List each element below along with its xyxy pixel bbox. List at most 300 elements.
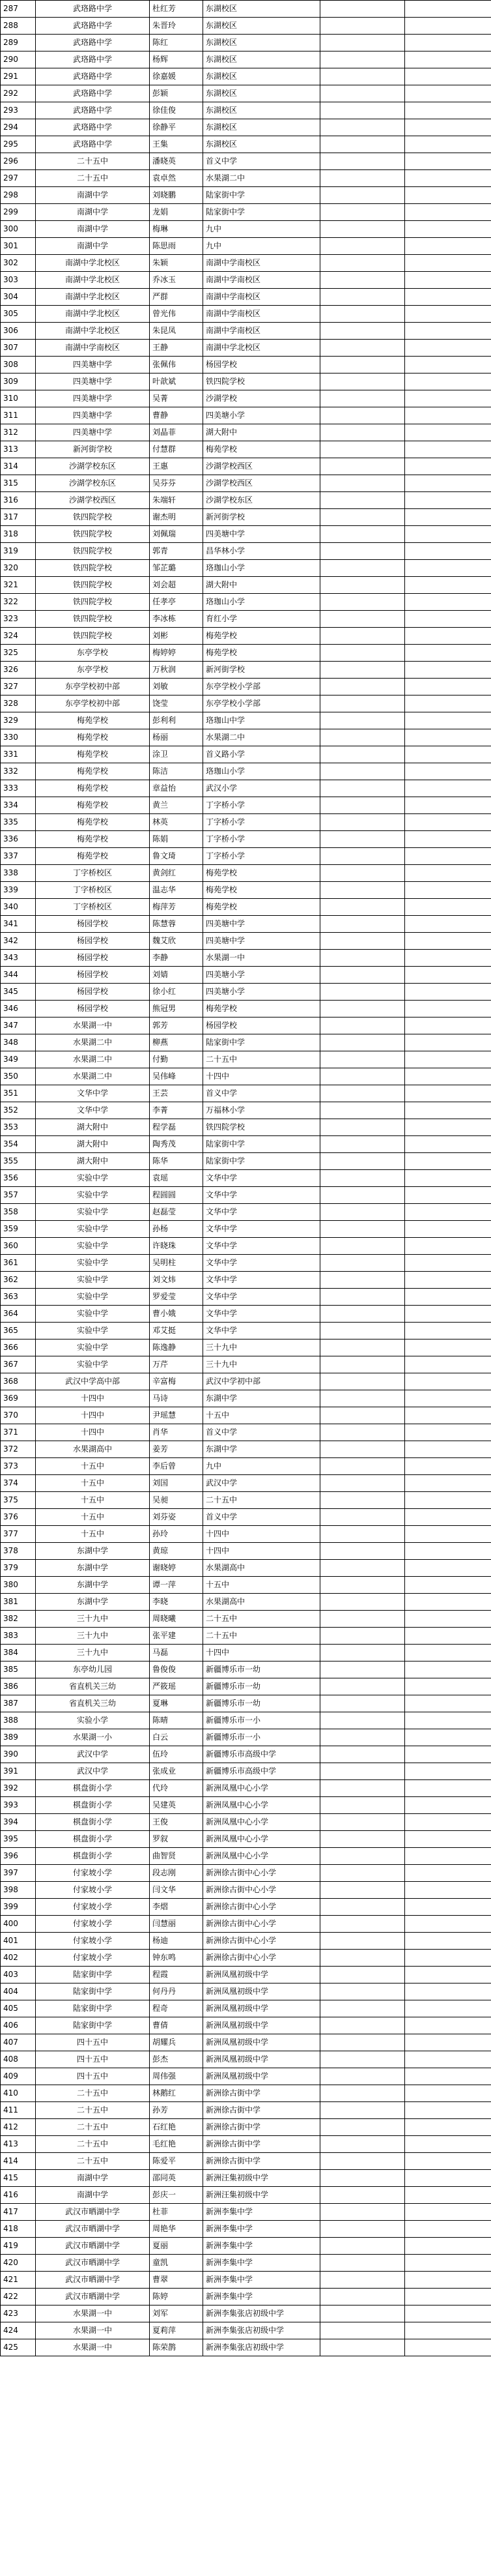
- row-number-cell: 287: [1, 1, 36, 18]
- original-school-cell: 实验中学: [36, 1170, 150, 1187]
- row-number-cell: 382: [1, 1611, 36, 1628]
- row-number-cell: 334: [1, 797, 36, 814]
- original-school-cell: 东亭学校初中部: [36, 695, 150, 712]
- empty-cell: [320, 746, 405, 763]
- destination-school-cell: 首义中学: [203, 1424, 320, 1441]
- original-school-cell: 武珞路中学: [36, 85, 150, 102]
- table-row: [1, 509, 491, 526]
- teacher-name-cell: 严筱瑶: [150, 1678, 203, 1695]
- empty-cell: [405, 2204, 491, 2221]
- empty-cell: [320, 136, 405, 153]
- teacher-name-cell: 龙娟: [150, 204, 203, 221]
- table-row: [1, 153, 491, 170]
- row-number-cell: 288: [1, 18, 36, 35]
- teacher-name-cell: 代玲: [150, 1780, 203, 1797]
- empty-cell: [320, 492, 405, 509]
- empty-cell: [405, 1441, 491, 1458]
- empty-cell: [320, 645, 405, 662]
- row-number-cell: 401: [1, 1933, 36, 1950]
- table-body: [1, 1, 491, 2356]
- empty-cell: [405, 1306, 491, 1323]
- table-row: [1, 967, 491, 984]
- empty-cell: [405, 560, 491, 577]
- destination-school-cell: 新洲徐古街中学: [203, 2136, 320, 2153]
- original-school-cell: 沙湖学校西区: [36, 492, 150, 509]
- destination-school-cell: 梅苑学校: [203, 899, 320, 916]
- teacher-name-cell: 李静: [150, 950, 203, 967]
- empty-cell: [320, 2305, 405, 2322]
- row-number-cell: 290: [1, 51, 36, 68]
- teacher-name-cell: 杜菲: [150, 2204, 203, 2221]
- empty-cell: [320, 1441, 405, 1458]
- empty-cell: [320, 2339, 405, 2356]
- empty-cell: [320, 424, 405, 441]
- destination-school-cell: 东湖校区: [203, 102, 320, 119]
- empty-cell: [405, 1645, 491, 1661]
- empty-cell: [405, 68, 491, 85]
- row-number-cell: 420: [1, 2255, 36, 2272]
- teacher-name-cell: 郭芳: [150, 1017, 203, 1034]
- empty-cell: [405, 1967, 491, 1983]
- empty-cell: [405, 1882, 491, 1899]
- teacher-name-cell: 罗叙: [150, 1831, 203, 1848]
- teacher-name-cell: 谢晓婷: [150, 1560, 203, 1577]
- empty-cell: [320, 1373, 405, 1390]
- row-number-cell: 370: [1, 1407, 36, 1424]
- empty-cell: [320, 2289, 405, 2305]
- destination-school-cell: 新洲李集中学: [203, 2204, 320, 2221]
- row-number-cell: 422: [1, 2289, 36, 2305]
- destination-school-cell: 育红小学: [203, 611, 320, 628]
- table-row: [1, 2034, 491, 2051]
- table-row: [1, 102, 491, 119]
- row-number-cell: 330: [1, 729, 36, 746]
- destination-school-cell: 二十五中: [203, 1492, 320, 1509]
- destination-school-cell: 四美塘中学: [203, 916, 320, 933]
- teacher-name-cell: 刘国: [150, 1475, 203, 1492]
- destination-school-cell: 首义路小学: [203, 746, 320, 763]
- destination-school-cell: 新洲徐古街中心小学: [203, 1950, 320, 1967]
- table-row: [1, 526, 491, 543]
- table-row: [1, 560, 491, 577]
- teacher-name-cell: 王俊: [150, 1814, 203, 1831]
- empty-cell: [320, 1119, 405, 1136]
- empty-cell: [405, 1356, 491, 1373]
- original-school-cell: 二十五中: [36, 170, 150, 187]
- empty-cell: [320, 1475, 405, 1492]
- teacher-name-cell: 辛富梅: [150, 1373, 203, 1390]
- row-number-cell: 323: [1, 611, 36, 628]
- empty-cell: [405, 1831, 491, 1848]
- table-row: [1, 1814, 491, 1831]
- row-number-cell: 301: [1, 238, 36, 255]
- teacher-name-cell: 梅琳: [150, 221, 203, 238]
- table-row: [1, 2000, 491, 2017]
- teacher-name-cell: 曹小娥: [150, 1306, 203, 1323]
- destination-school-cell: 南湖中学北校区: [203, 340, 320, 357]
- empty-cell: [405, 611, 491, 628]
- row-number-cell: 414: [1, 2153, 36, 2170]
- original-school-cell: 二十五中: [36, 2153, 150, 2170]
- empty-cell: [320, 1272, 405, 1289]
- table-row: [1, 1204, 491, 1221]
- empty-cell: [320, 1187, 405, 1204]
- row-number-cell: 336: [1, 831, 36, 848]
- empty-cell: [320, 1136, 405, 1153]
- original-school-cell: 武汉市晒湖中学: [36, 2238, 150, 2255]
- teacher-name-cell: 袁卓然: [150, 170, 203, 187]
- empty-cell: [405, 1797, 491, 1814]
- teacher-name-cell: 程圆圆: [150, 1187, 203, 1204]
- table-row: [1, 255, 491, 272]
- row-number-cell: 353: [1, 1119, 36, 1136]
- empty-cell: [320, 153, 405, 170]
- table-row: [1, 2085, 491, 2102]
- table-row: [1, 1136, 491, 1153]
- destination-school-cell: 铁四院学校: [203, 1119, 320, 1136]
- table-row: [1, 1153, 491, 1170]
- row-number-cell: 310: [1, 390, 36, 407]
- empty-cell: [320, 458, 405, 475]
- empty-cell: [320, 170, 405, 187]
- empty-cell: [320, 695, 405, 712]
- table-row: [1, 2136, 491, 2153]
- teacher-name-cell: 万芹: [150, 1356, 203, 1373]
- empty-cell: [405, 509, 491, 526]
- empty-cell: [320, 2136, 405, 2153]
- teacher-name-cell: 万秋润: [150, 662, 203, 679]
- table-row: [1, 1950, 491, 1967]
- original-school-cell: 实验中学: [36, 1238, 150, 1255]
- table-row: [1, 221, 491, 238]
- row-number-cell: 306: [1, 323, 36, 340]
- teacher-name-cell: 罗爱莹: [150, 1289, 203, 1306]
- row-number-cell: 392: [1, 1780, 36, 1797]
- table-row: [1, 1373, 491, 1390]
- row-number-cell: 315: [1, 475, 36, 492]
- empty-cell: [405, 1848, 491, 1865]
- row-number-cell: 324: [1, 628, 36, 645]
- teacher-name-cell: 胡耀兵: [150, 2034, 203, 2051]
- teacher-name-cell: 吴芬芬: [150, 475, 203, 492]
- teacher-name-cell: 钟东鸣: [150, 1950, 203, 1967]
- table-row: [1, 1611, 491, 1628]
- teacher-name-cell: 陈爱平: [150, 2153, 203, 2170]
- destination-school-cell: 武汉中学初中部: [203, 1373, 320, 1390]
- destination-school-cell: 文华中学: [203, 1221, 320, 1238]
- table-row: [1, 51, 491, 68]
- teacher-name-cell: 徐小红: [150, 984, 203, 1001]
- original-school-cell: 铁四院学校: [36, 594, 150, 611]
- table-row: [1, 238, 491, 255]
- teacher-name-cell: 刘芬姿: [150, 1509, 203, 1526]
- table-row: [1, 1729, 491, 1746]
- table-row: [1, 187, 491, 204]
- destination-school-cell: 东亭学校小学部: [203, 695, 320, 712]
- teacher-name-cell: 柳燕: [150, 1034, 203, 1051]
- row-number-cell: 292: [1, 85, 36, 102]
- table-row: [1, 407, 491, 424]
- table-row: [1, 1102, 491, 1119]
- teacher-name-cell: 涂卫: [150, 746, 203, 763]
- empty-cell: [405, 2068, 491, 2085]
- empty-cell: [320, 1306, 405, 1323]
- original-school-cell: 陆家街中学: [36, 2000, 150, 2017]
- destination-school-cell: 新洲凤凰初级中学: [203, 2051, 320, 2068]
- teacher-name-cell: 周伟强: [150, 2068, 203, 2085]
- original-school-cell: 武汉市晒湖中学: [36, 2204, 150, 2221]
- teacher-name-cell: 曹静: [150, 407, 203, 424]
- table-row: [1, 2051, 491, 2068]
- table-row: [1, 1526, 491, 1543]
- empty-cell: [405, 390, 491, 407]
- destination-school-cell: 新洲汪集初级中学: [203, 2170, 320, 2187]
- empty-cell: [320, 984, 405, 1001]
- destination-school-cell: 新洲凤凰初级中学: [203, 1983, 320, 2000]
- teacher-name-cell: 饶莹: [150, 695, 203, 712]
- empty-cell: [320, 729, 405, 746]
- destination-school-cell: 南湖中学南校区: [203, 323, 320, 340]
- original-school-cell: 付家坡小学: [36, 1933, 150, 1950]
- teacher-name-cell: 张佩伟: [150, 357, 203, 373]
- original-school-cell: 东亭学校: [36, 645, 150, 662]
- original-school-cell: 文华中学: [36, 1085, 150, 1102]
- row-number-cell: 412: [1, 2119, 36, 2136]
- empty-cell: [405, 492, 491, 509]
- table-row: [1, 18, 491, 35]
- empty-cell: [320, 2187, 405, 2204]
- empty-cell: [405, 1339, 491, 1356]
- empty-cell: [405, 136, 491, 153]
- empty-cell: [320, 1068, 405, 1085]
- row-number-cell: 398: [1, 1882, 36, 1899]
- original-school-cell: 省直机关三幼: [36, 1678, 150, 1695]
- empty-cell: [320, 2051, 405, 2068]
- row-number-cell: 297: [1, 170, 36, 187]
- empty-cell: [320, 1695, 405, 1712]
- empty-cell: [320, 1526, 405, 1543]
- empty-cell: [320, 1831, 405, 1848]
- empty-cell: [405, 1407, 491, 1424]
- destination-school-cell: 十四中: [203, 1526, 320, 1543]
- row-number-cell: 391: [1, 1763, 36, 1780]
- empty-cell: [320, 1712, 405, 1729]
- empty-cell: [320, 340, 405, 357]
- empty-cell: [405, 306, 491, 323]
- original-school-cell: 水果湖二中: [36, 1051, 150, 1068]
- destination-school-cell: 新洲李集中学: [203, 2255, 320, 2272]
- teacher-name-cell: 魏艾欣: [150, 933, 203, 950]
- empty-cell: [405, 1170, 491, 1187]
- original-school-cell: 二十五中: [36, 2085, 150, 2102]
- empty-cell: [405, 424, 491, 441]
- empty-cell: [405, 763, 491, 780]
- row-number-cell: 294: [1, 119, 36, 136]
- teacher-name-cell: 陈娟: [150, 831, 203, 848]
- teacher-name-cell: 刘敏: [150, 679, 203, 695]
- empty-cell: [405, 1204, 491, 1221]
- table-row: [1, 712, 491, 729]
- row-number-cell: 335: [1, 814, 36, 831]
- row-number-cell: 299: [1, 204, 36, 221]
- empty-cell: [405, 1933, 491, 1950]
- destination-school-cell: 文华中学: [203, 1289, 320, 1306]
- table-row: [1, 1594, 491, 1611]
- empty-cell: [320, 2000, 405, 2017]
- teacher-name-cell: 童凯: [150, 2255, 203, 2272]
- table-row: [1, 1119, 491, 1136]
- row-number-cell: 318: [1, 526, 36, 543]
- row-number-cell: 363: [1, 1289, 36, 1306]
- row-number-cell: 293: [1, 102, 36, 119]
- original-school-cell: 南湖中学北校区: [36, 289, 150, 306]
- original-school-cell: 铁四院学校: [36, 543, 150, 560]
- table-row: [1, 1441, 491, 1458]
- teacher-name-cell: 陈荣鹊: [150, 2339, 203, 2356]
- teacher-name-cell: 杨迪: [150, 1933, 203, 1950]
- original-school-cell: 实验中学: [36, 1187, 150, 1204]
- empty-cell: [405, 1865, 491, 1882]
- teacher-name-cell: 刘晶菲: [150, 424, 203, 441]
- empty-cell: [320, 306, 405, 323]
- row-number-cell: 346: [1, 1001, 36, 1017]
- empty-cell: [320, 1882, 405, 1899]
- empty-cell: [405, 2102, 491, 2119]
- empty-cell: [405, 2051, 491, 2068]
- teacher-name-cell: 毛红艳: [150, 2136, 203, 2153]
- destination-school-cell: 四美塘中学: [203, 933, 320, 950]
- original-school-cell: 南湖中学北校区: [36, 323, 150, 340]
- empty-cell: [405, 1611, 491, 1628]
- original-school-cell: 东湖中学: [36, 1594, 150, 1611]
- row-number-cell: 374: [1, 1475, 36, 1492]
- empty-cell: [320, 526, 405, 543]
- row-number-cell: 345: [1, 984, 36, 1001]
- empty-cell: [320, 1356, 405, 1373]
- table-row: [1, 611, 491, 628]
- row-number-cell: 348: [1, 1034, 36, 1051]
- original-school-cell: 付家坡小学: [36, 1865, 150, 1882]
- destination-school-cell: 十四中: [203, 1645, 320, 1661]
- destination-school-cell: 新疆博乐市高级中学: [203, 1763, 320, 1780]
- empty-cell: [320, 1560, 405, 1577]
- row-number-cell: 386: [1, 1678, 36, 1695]
- original-school-cell: 武珞路中学: [36, 119, 150, 136]
- table-row: [1, 1238, 491, 1255]
- destination-school-cell: 梅苑学校: [203, 865, 320, 882]
- teacher-name-cell: 闫慧丽: [150, 1916, 203, 1933]
- teacher-name-cell: 石红艳: [150, 2119, 203, 2136]
- teacher-name-cell: 鲁俊俊: [150, 1661, 203, 1678]
- destination-school-cell: 四美塘小学: [203, 407, 320, 424]
- empty-cell: [405, 1814, 491, 1831]
- row-number-cell: 308: [1, 357, 36, 373]
- table-row: [1, 1187, 491, 1204]
- teacher-name-cell: 邵同英: [150, 2170, 203, 2187]
- destination-school-cell: 新疆博乐市一幼: [203, 1661, 320, 1678]
- destination-school-cell: 二十五中: [203, 1628, 320, 1645]
- empty-cell: [405, 1390, 491, 1407]
- row-number-cell: 307: [1, 340, 36, 357]
- empty-cell: [405, 170, 491, 187]
- original-school-cell: 武珞路中学: [36, 35, 150, 51]
- destination-school-cell: 东湖校区: [203, 51, 320, 68]
- table-row: [1, 933, 491, 950]
- empty-cell: [405, 899, 491, 916]
- teacher-name-cell: 朱端轩: [150, 492, 203, 509]
- table-row: [1, 2170, 491, 2187]
- empty-cell: [405, 865, 491, 882]
- row-number-cell: 311: [1, 407, 36, 424]
- empty-cell: [320, 780, 405, 797]
- empty-cell: [320, 594, 405, 611]
- empty-cell: [405, 85, 491, 102]
- empty-cell: [405, 1492, 491, 1509]
- table-row: [1, 1289, 491, 1306]
- empty-cell: [405, 712, 491, 729]
- table-row: [1, 899, 491, 916]
- original-school-cell: 实验中学: [36, 1255, 150, 1272]
- empty-cell: [405, 2255, 491, 2272]
- destination-school-cell: 十四中: [203, 1068, 320, 1085]
- empty-cell: [320, 475, 405, 492]
- table-row: [1, 2102, 491, 2119]
- empty-cell: [405, 1577, 491, 1594]
- empty-cell: [320, 1797, 405, 1814]
- original-school-cell: 武汉市晒湖中学: [36, 2289, 150, 2305]
- teacher-name-cell: 潘晓英: [150, 153, 203, 170]
- original-school-cell: 武珞路中学: [36, 1, 150, 18]
- empty-cell: [405, 18, 491, 35]
- empty-cell: [320, 1390, 405, 1407]
- row-number-cell: 421: [1, 2272, 36, 2289]
- teacher-name-cell: 夏丽: [150, 2238, 203, 2255]
- teacher-name-cell: 刘军: [150, 2305, 203, 2322]
- original-school-cell: 武珞路中学: [36, 18, 150, 35]
- empty-cell: [320, 2153, 405, 2170]
- original-school-cell: 三十九中: [36, 1645, 150, 1661]
- row-number-cell: 406: [1, 2017, 36, 2034]
- destination-school-cell: 文华中学: [203, 1323, 320, 1339]
- original-school-cell: 杨园学校: [36, 984, 150, 1001]
- table-row: [1, 1916, 491, 1933]
- teacher-name-cell: 严群: [150, 289, 203, 306]
- row-number-cell: 380: [1, 1577, 36, 1594]
- empty-cell: [405, 204, 491, 221]
- empty-cell: [405, 1001, 491, 1017]
- teacher-name-cell: 陈洁: [150, 763, 203, 780]
- teacher-name-cell: 朱晋玲: [150, 18, 203, 35]
- table-row: [1, 1899, 491, 1916]
- table-row: [1, 1560, 491, 1577]
- row-number-cell: 357: [1, 1187, 36, 1204]
- original-school-cell: 武珞路中学: [36, 136, 150, 153]
- empty-cell: [405, 373, 491, 390]
- teacher-name-cell: 吴明柱: [150, 1255, 203, 1272]
- original-school-cell: 棋盘街小学: [36, 1780, 150, 1797]
- teacher-name-cell: 任孝亭: [150, 594, 203, 611]
- original-school-cell: 东湖中学: [36, 1560, 150, 1577]
- original-school-cell: 水果湖二中: [36, 1034, 150, 1051]
- empty-cell: [320, 1509, 405, 1526]
- table-row: [1, 492, 491, 509]
- teacher-name-cell: 彭杰: [150, 2051, 203, 2068]
- teacher-name-cell: 陈思雨: [150, 238, 203, 255]
- row-number-cell: 415: [1, 2170, 36, 2187]
- original-school-cell: 杨园学校: [36, 1001, 150, 1017]
- original-school-cell: 丁字桥校区: [36, 865, 150, 882]
- teacher-name-cell: 乔冰玉: [150, 272, 203, 289]
